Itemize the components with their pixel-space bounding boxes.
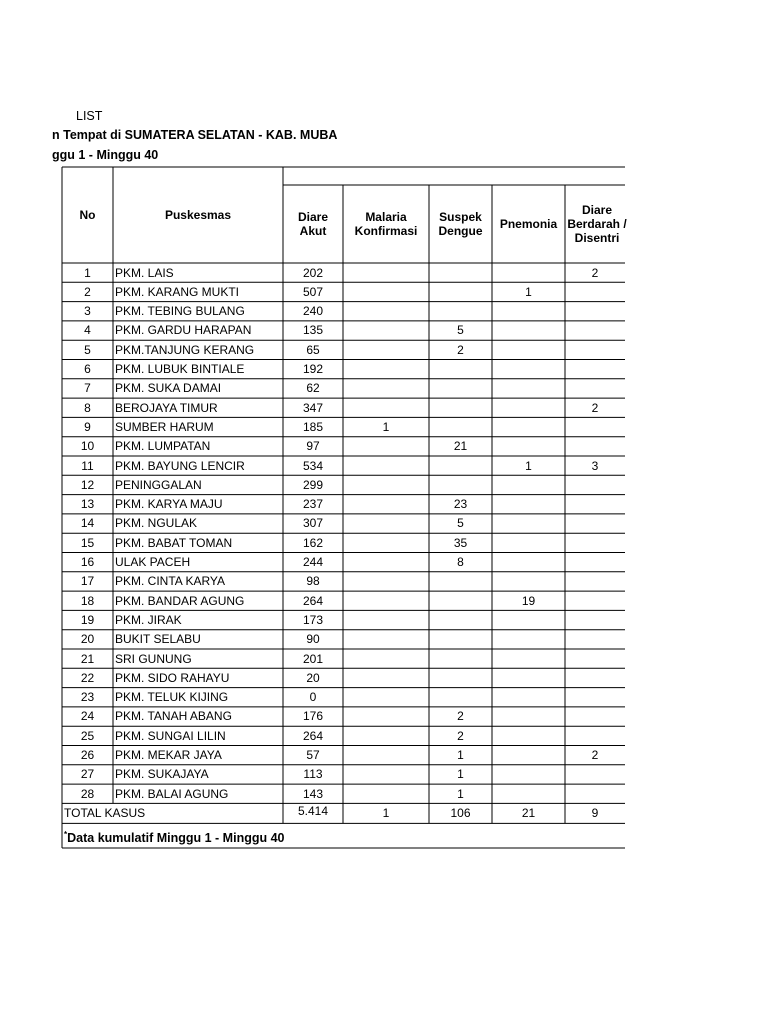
row-dengue: 8	[457, 555, 464, 569]
row-diare-akut: 176	[302, 709, 324, 724]
row-puskesmas: PKM. LAIS	[115, 265, 174, 280]
row-dengue: 2	[457, 728, 464, 743]
row-puskesmas: PKM. LUBUK BINTIALE	[115, 362, 245, 376]
column-header-malaria: Malaria Konfirmasi	[354, 210, 418, 238]
row-no: 6	[84, 362, 91, 376]
row-dengue: 1	[457, 748, 464, 762]
row-no: 10	[80, 439, 95, 454]
row-no: 2	[84, 284, 91, 299]
row-puskesmas: PKM. JIRAK	[115, 612, 182, 627]
row-puskesmas: PKM. TELUK KIJING	[115, 690, 229, 705]
row-no: 26	[80, 748, 95, 762]
row-puskesmas: PKM. SUKAJAYA	[115, 767, 209, 782]
row-no: 16	[80, 555, 95, 569]
row-no: 15	[80, 535, 95, 550]
row-puskesmas: PKM. BANDAR AGUNG	[115, 593, 245, 608]
row-no: 14	[80, 516, 95, 531]
row-diare-akut: 185	[302, 419, 324, 434]
row-no: 28	[80, 786, 95, 801]
row-puskesmas: PKM. CINTA KARYA	[115, 574, 226, 589]
row-pnemonia: 19	[521, 593, 536, 608]
row-puskesmas: PKM. GARDU HARAPAN	[115, 323, 252, 338]
row-puskesmas: PKM. BALAI AGUNG	[115, 786, 229, 801]
total-pnemonia: 21	[521, 806, 536, 821]
row-no: 9	[84, 419, 91, 434]
row-diare-akut: 237	[302, 497, 324, 512]
column-header-no: No	[79, 208, 96, 222]
row-pnemonia: 1	[525, 458, 532, 473]
row-puskesmas: PKM.TANJUNG KERANG	[115, 342, 255, 357]
row-no: 5	[84, 342, 91, 357]
row-puskesmas: PKM. MEKAR JAYA	[115, 748, 222, 762]
row-dengue: 21	[453, 439, 468, 454]
footnote-marker: *	[64, 830, 68, 839]
row-dengue: 35	[453, 535, 468, 550]
row-puskesmas: BEROJAYA TIMUR	[115, 400, 218, 415]
row-puskesmas: PENINGGALAN	[115, 477, 202, 492]
row-puskesmas: PKM. TANAH ABANG	[115, 709, 232, 724]
row-diare-akut: 201	[302, 651, 324, 666]
row-dengue: 5	[457, 516, 464, 531]
row-diare-akut: 65	[306, 342, 320, 357]
row-no: 27	[80, 767, 95, 782]
report-title-period: ggu 1 - Minggu 40	[52, 148, 159, 162]
row-no: 8	[84, 400, 91, 415]
row-puskesmas: PKM. LUMPATAN	[115, 439, 211, 454]
row-puskesmas: PKM. BABAT TOMAN	[115, 535, 233, 550]
total-dengue: 106	[450, 806, 471, 821]
row-no: 25	[80, 728, 95, 743]
row-no: 7	[84, 381, 91, 396]
row-puskesmas: PKM. SUNGAI LILIN	[115, 728, 226, 743]
row-dengue: 23	[453, 497, 468, 512]
row-diare-akut: 57	[306, 748, 320, 762]
row-diare-akut: 20	[306, 670, 320, 685]
row-diare-akut: 240	[302, 304, 324, 319]
row-puskesmas: ULAK PACEH	[115, 555, 191, 569]
total-malaria: 1	[382, 806, 390, 821]
column-header-pnemonia: Pnemonia	[499, 217, 558, 231]
row-diare-akut: 143	[302, 786, 324, 801]
row-diare-akut: 507	[302, 284, 324, 299]
row-diare-berdarah: 2	[591, 400, 599, 415]
row-diare-akut: 244	[302, 555, 324, 569]
row-no: 13	[80, 497, 95, 512]
row-malaria: 1	[382, 419, 390, 434]
row-diare-akut: 307	[302, 516, 324, 531]
row-diare-akut: 264	[302, 728, 324, 743]
row-diare-berdarah: 2	[591, 265, 599, 280]
row-puskesmas: PKM. TEBING BULANG	[115, 304, 245, 319]
row-puskesmas: PKM. KARYA MAJU	[115, 497, 223, 512]
row-dengue: 1	[457, 786, 464, 801]
row-no: 18	[80, 593, 95, 608]
row-puskesmas: SUMBER HARUM	[115, 419, 214, 434]
column-header-puskesmas: Puskesmas	[164, 208, 232, 222]
row-dengue: 5	[457, 323, 464, 338]
row-puskesmas: SRI GUNUNG	[115, 651, 192, 666]
row-puskesmas: PKM. NGULAK	[115, 516, 198, 531]
row-diare-akut: 0	[309, 690, 317, 705]
row-no: 1	[84, 265, 91, 280]
row-diare-akut: 113	[303, 767, 323, 782]
row-no: 24	[80, 709, 95, 724]
row-diare-akut: 97	[306, 439, 320, 454]
row-dengue: 2	[457, 709, 464, 724]
row-diare-akut: 202	[302, 265, 324, 280]
column-header-diare-berdarah: Diare Berdarah / Disentri	[567, 203, 627, 245]
row-puskesmas: PKM. BAYUNG LENCIR	[115, 458, 245, 473]
row-diare-akut: 62	[306, 381, 320, 396]
row-no: 17	[80, 574, 95, 589]
row-diare-akut: 90	[306, 632, 320, 647]
footnote-text: Data kumulatif Minggu 1 - Minggu 40	[67, 831, 285, 846]
row-no: 19	[80, 612, 95, 627]
row-no: 11	[81, 458, 94, 473]
report-title-location: n Tempat di SUMATERA SELATAN - KAB. MUBA	[52, 128, 338, 142]
row-diare-akut: 299	[302, 477, 324, 492]
total-diare-akut: 5.414	[297, 804, 329, 819]
row-diare-akut: 347	[302, 400, 324, 415]
row-no: 23	[80, 690, 95, 705]
row-no: 21	[80, 651, 95, 666]
report-title-list: LIST	[76, 109, 103, 123]
row-diare-akut: 192	[302, 362, 324, 376]
row-diare-berdarah: 3	[591, 458, 599, 473]
row-no: 12	[80, 477, 95, 492]
row-puskesmas: PKM. KARANG MUKTI	[115, 284, 240, 299]
footnote	[64, 830, 285, 845]
row-puskesmas: PKM. SUKA DAMAI	[115, 381, 222, 396]
total-label: TOTAL KASUS	[64, 806, 146, 821]
row-no: 4	[84, 323, 91, 338]
row-no: 22	[80, 670, 95, 685]
column-header-diare-akut: Diare Akut	[297, 210, 329, 238]
row-diare-akut: 135	[302, 323, 324, 338]
row-dengue: 1	[457, 767, 464, 782]
row-puskesmas: PKM. SIDO RAHAYU	[115, 670, 230, 685]
row-diare-akut: 162	[302, 535, 324, 550]
row-diare-akut: 98	[306, 574, 320, 589]
row-puskesmas: BUKIT SELABU	[115, 632, 201, 647]
row-diare-akut: 264	[302, 593, 324, 608]
row-no: 20	[80, 632, 95, 647]
row-pnemonia: 1	[525, 284, 532, 299]
row-diare-akut: 534	[302, 458, 324, 473]
row-dengue: 2	[457, 342, 464, 357]
total-diare-berdarah: 9	[591, 806, 599, 821]
column-header-dengue: Suspek Dengue	[438, 210, 483, 238]
row-diare-akut: 173	[302, 612, 324, 627]
row-diare-berdarah: 2	[591, 748, 599, 762]
row-no: 3	[84, 304, 91, 319]
